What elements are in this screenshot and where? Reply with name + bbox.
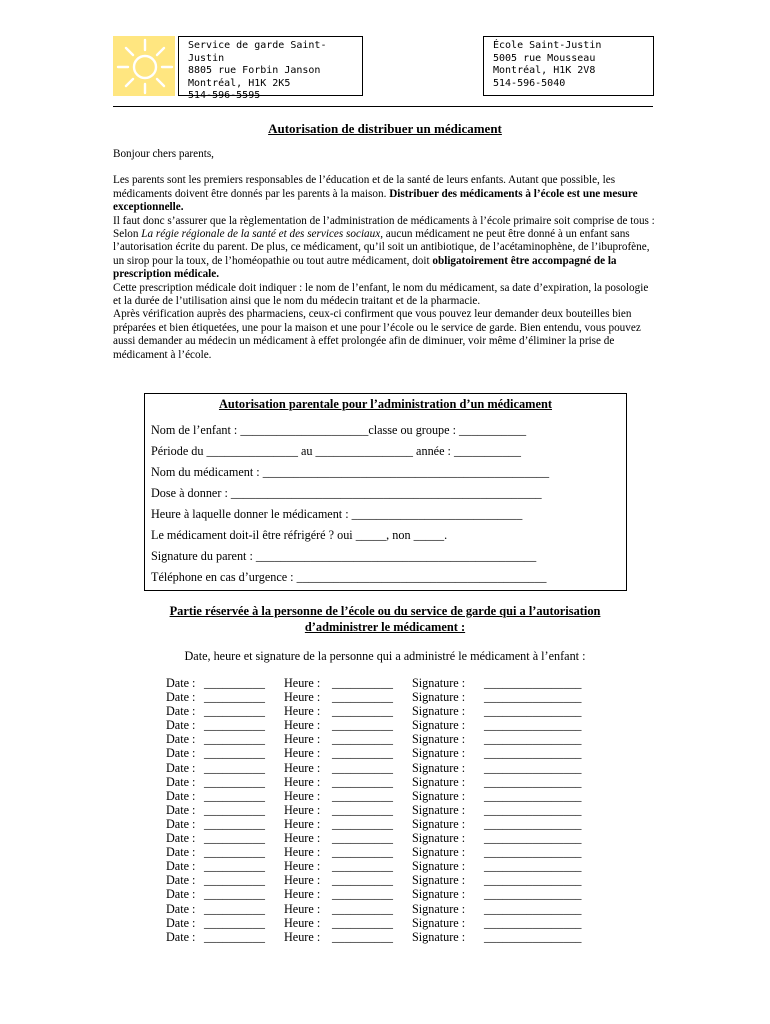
medication-name-field[interactable]: Nom du médicament : _______________________________________________ — [151, 465, 550, 479]
signature-blank[interactable]: ________________ — [484, 845, 582, 860]
signature-blank[interactable]: ________________ — [484, 802, 582, 817]
heure-blank[interactable]: __________ — [332, 887, 393, 902]
signature-blank[interactable]: ________________ — [484, 774, 582, 789]
log-row[interactable] — [166, 831, 626, 845]
signature-blank[interactable]: ________________ — [484, 915, 582, 930]
signature-label: Signature : — [412, 690, 466, 705]
date-blank[interactable]: __________ — [204, 887, 265, 902]
school-name: École Saint-Justin — [493, 40, 602, 51]
log-row[interactable] — [166, 704, 626, 718]
heure-label: Heure : — [284, 901, 321, 916]
date-blank[interactable]: __________ — [204, 831, 265, 846]
heure-label: Heure : — [284, 746, 321, 761]
heure-blank[interactable]: __________ — [332, 929, 393, 944]
greeting: Bonjour chers parents, — [113, 148, 214, 160]
signature-label: Signature : — [412, 788, 466, 803]
paragraph-text: Selon — [113, 228, 142, 241]
log-row[interactable] — [166, 887, 626, 901]
date-blank[interactable]: __________ — [204, 802, 265, 817]
daycare-address-box — [178, 36, 363, 101]
heure-label: Heure : — [284, 845, 321, 860]
date-label: Date : — [166, 746, 196, 761]
heure-label: Heure : — [284, 887, 321, 902]
paragraph-text: , aucun médicament ne peut être donné à un enfant sans l’autorisation écrite du parent. De plus, ce médicament, qu’il soit un antibiotique, de l’acétaminophène, de l’ibuprofène, un sirop pour la toux, de l’homéopathie ou tout autre médicament, doit — [113, 228, 650, 267]
heure-label: Heure : — [284, 704, 321, 719]
date-label: Date : — [166, 690, 196, 705]
signature-label: Signature : — [412, 901, 466, 916]
heure-blank[interactable]: __________ — [332, 774, 393, 789]
heure-blank[interactable]: __________ — [332, 831, 393, 846]
log-row[interactable] — [166, 930, 626, 944]
signature-blank[interactable]: ________________ — [484, 732, 582, 747]
paragraph-prescription: Cette prescription médicale doit indiquer : le nom de l’enfant, le nom du médicament, sa date d’expiration, la posologie et la durée de l’utilisation ainsi que le nom du médecin traitant et de la pharmacie. — [113, 281, 649, 308]
date-blank[interactable]: __________ — [204, 873, 265, 888]
heure-blank[interactable]: __________ — [332, 873, 393, 888]
administration-log — [166, 676, 626, 944]
heure-label: Heure : — [284, 831, 321, 846]
parental-authorization-form — [144, 393, 627, 591]
heure-label: Heure : — [284, 873, 321, 888]
signature-blank[interactable]: ________________ — [484, 831, 582, 846]
date-blank[interactable]: __________ — [204, 746, 265, 761]
school-phone: 514-596-5040 — [493, 77, 566, 89]
signature-label: Signature : — [412, 887, 466, 902]
heure-blank[interactable]: __________ — [332, 859, 393, 874]
emphasis-text: Distribuer des médicaments à l’école est une mesure exceptionnelle. — [113, 187, 638, 214]
signature-label: Signature : — [412, 859, 466, 874]
date-label: Date : — [166, 915, 196, 930]
date-label: Date : — [166, 676, 196, 690]
log-row[interactable] — [166, 732, 626, 746]
date-blank[interactable]: __________ — [204, 690, 265, 705]
date-label: Date : — [166, 704, 196, 719]
date-blank[interactable]: __________ — [204, 704, 265, 719]
signature-blank[interactable]: ________________ — [484, 718, 582, 733]
paragraph-agency — [113, 228, 658, 282]
date-blank[interactable]: __________ — [204, 732, 265, 747]
heure-blank[interactable]: __________ — [332, 845, 393, 860]
log-row[interactable] — [166, 718, 626, 732]
heure-label: Heure : — [284, 760, 321, 775]
header-separator — [113, 106, 653, 107]
date-label: Date : — [166, 859, 196, 874]
signature-label: Signature : — [412, 718, 466, 733]
date-blank[interactable]: __________ — [204, 774, 265, 789]
heure-blank[interactable]: __________ — [332, 690, 393, 705]
date-label: Date : — [166, 788, 196, 803]
log-row[interactable] — [166, 817, 626, 831]
daycare-city: Montréal, H1K 2K5 — [188, 77, 291, 89]
heure-label: Heure : — [284, 676, 321, 690]
heure-blank[interactable]: __________ — [332, 718, 393, 733]
date-blank[interactable]: __________ — [204, 760, 265, 775]
school-address-box — [483, 36, 654, 96]
date-blank[interactable]: __________ — [204, 718, 265, 733]
date-blank[interactable]: __________ — [204, 845, 265, 860]
date-label: Date : — [166, 873, 196, 888]
date-blank[interactable]: __________ — [204, 915, 265, 930]
log-row[interactable] — [166, 859, 626, 873]
date-label: Date : — [166, 831, 196, 846]
period-field[interactable]: Période du _______________ au ________________ année : ___________ — [151, 444, 521, 458]
daycare-phone: 514-596-5595 — [188, 90, 261, 101]
date-blank[interactable]: __________ — [204, 859, 265, 874]
date-label: Date : — [166, 901, 196, 916]
signature-blank[interactable]: ________________ — [484, 901, 582, 916]
date-blank[interactable]: __________ — [204, 816, 265, 831]
signature-label: Signature : — [412, 873, 466, 888]
heure-label: Heure : — [284, 915, 321, 930]
paragraph-pharmacy: Après vérification auprès des pharmaciens, ceux-ci confirment que vous pouvez leur demander deux bouteilles bien préparées et bien étiquetées, une pour la maison et une pour l’école ou le service de garde. Bien entendu, vous pouvez aussi demander au médecin un médicament à effet prolongée afin de diminuer, voir même d’éliminer la prise de médicament à l’école. — [113, 308, 641, 361]
log-row[interactable] — [166, 845, 626, 859]
date-label: Date : — [166, 845, 196, 860]
signature-label: Signature : — [412, 704, 466, 719]
heure-label: Heure : — [284, 690, 321, 705]
signature-label: Signature : — [412, 746, 466, 761]
paragraph-responsibility — [113, 174, 658, 214]
date-blank[interactable]: __________ — [204, 676, 265, 690]
school-section-intro: Date, heure et signature de la personne qui a administré le médicament à l’enfant : — [184, 649, 586, 663]
date-label: Date : — [166, 816, 196, 831]
heure-blank[interactable]: __________ — [332, 788, 393, 803]
heure-label: Heure : — [284, 788, 321, 803]
log-row[interactable] — [166, 761, 626, 775]
paragraph-text: Les parents sont les premiers responsables de l’éducation et de la santé de leurs enfants. Autant que possible, les médicaments doivent être donnés par les parents à la maison. — [113, 174, 616, 200]
signature-blank[interactable]: ________________ — [484, 859, 582, 874]
heure-blank[interactable]: __________ — [332, 816, 393, 831]
signature-blank[interactable]: ________________ — [484, 929, 582, 944]
heure-blank[interactable]: __________ — [332, 704, 393, 719]
heure-label: Heure : — [284, 774, 321, 789]
date-label: Date : — [166, 718, 196, 733]
emphasis-text: obligatoirement être accompagné de la prescription médicale. — [113, 254, 617, 281]
signature-label: Signature : — [412, 831, 466, 846]
document-title: Autorisation de distribuer un médicament — [268, 121, 502, 136]
heure-blank[interactable]: __________ — [332, 746, 393, 761]
school-section-title-line2: d’administrer le médicament : — [304, 619, 466, 634]
log-row[interactable] — [166, 916, 626, 930]
child-name-field[interactable]: Nom de l’enfant : _____________________classe ou groupe : ___________ — [151, 423, 527, 437]
log-row[interactable] — [166, 775, 626, 789]
signature-blank[interactable]: ________________ — [484, 760, 582, 775]
date-label: Date : — [166, 732, 196, 747]
school-street: 5005 rue Mousseau — [493, 52, 596, 64]
signature-blank[interactable]: ________________ — [484, 676, 582, 690]
refrigeration-field[interactable]: Le médicament doit-il être réfrigéré ? oui _____, non _____. — [151, 528, 448, 542]
signature-label: Signature : — [412, 929, 466, 944]
date-label: Date : — [166, 802, 196, 817]
date-label: Date : — [166, 760, 196, 775]
date-blank[interactable]: __________ — [204, 929, 265, 944]
heure-label: Heure : — [284, 859, 321, 874]
date-label: Date : — [166, 887, 196, 902]
log-row[interactable] — [166, 789, 626, 803]
signature-label: Signature : — [412, 845, 466, 860]
signature-label: Signature : — [412, 732, 466, 747]
form-title: Autorisation parentale pour l’administration d’un médicament — [218, 397, 553, 411]
heure-blank[interactable]: __________ — [332, 802, 393, 817]
log-row[interactable] — [166, 676, 626, 690]
date-label: Date : — [166, 929, 196, 944]
time-field[interactable]: Heure à laquelle donner le médicament : ____________________________ — [151, 507, 523, 521]
heure-blank[interactable]: __________ — [332, 676, 393, 690]
date-blank[interactable]: __________ — [204, 788, 265, 803]
log-row[interactable] — [166, 902, 626, 916]
signature-label: Signature : — [412, 774, 466, 789]
signature-blank[interactable]: ________________ — [484, 816, 582, 831]
heure-blank[interactable]: __________ — [332, 915, 393, 930]
signature-blank[interactable]: ________________ — [484, 746, 582, 761]
heure-label: Heure : — [284, 732, 321, 747]
signature-label: Signature : — [412, 915, 466, 930]
heure-label: Heure : — [284, 718, 321, 733]
daycare-street: 8805 rue Forbin Janson — [188, 65, 321, 76]
signature-label: Signature : — [412, 802, 466, 817]
heure-blank[interactable]: __________ — [332, 732, 393, 747]
signature-label: Signature : — [412, 676, 466, 690]
log-row[interactable] — [166, 803, 626, 817]
date-label: Date : — [166, 774, 196, 789]
school-section-title-line1: Partie réservée à la personne de l’école ou du service de garde qui a l’autorisation — [169, 604, 601, 618]
signature-blank[interactable]: ________________ — [484, 788, 582, 803]
signature-label: Signature : — [412, 816, 466, 831]
emergency-phone-field[interactable]: Téléphone en cas d’urgence : _________________________________________ — [151, 570, 547, 584]
letter-body — [113, 148, 658, 362]
heure-label: Heure : — [284, 802, 321, 817]
signature-label: Signature : — [412, 760, 466, 775]
signature-blank[interactable]: ________________ — [484, 887, 582, 902]
daycare-name: Service de garde Saint-Justin — [188, 40, 327, 64]
heure-blank[interactable]: __________ — [332, 760, 393, 775]
log-row[interactable] — [166, 746, 626, 760]
agency-name: La régie régionale de la santé et des services sociaux — [141, 228, 381, 241]
date-blank[interactable]: __________ — [204, 901, 265, 916]
parent-signature-field[interactable]: Signature du parent : ______________________________________________ — [151, 549, 537, 563]
heure-label: Heure : — [284, 929, 321, 944]
school-section-title — [0, 604, 770, 635]
heure-blank[interactable]: __________ — [332, 901, 393, 916]
signature-blank[interactable]: ________________ — [484, 690, 582, 705]
log-row[interactable] — [166, 873, 626, 887]
school-city: Montréal, H1K 2V8 — [493, 65, 596, 76]
paragraph-regulation: Il faut donc s’assurer que la règlementation de l’administration de médicaments à l’école primaire soit comprise de tous : — [113, 214, 655, 227]
sun-icon — [113, 36, 175, 96]
log-row[interactable] — [166, 690, 626, 704]
signature-blank[interactable]: ________________ — [484, 873, 582, 888]
heure-label: Heure : — [284, 816, 321, 831]
dose-field[interactable]: Dose à donner : ___________________________________________________ — [151, 486, 542, 500]
sun-logo — [113, 36, 175, 96]
signature-blank[interactable]: ________________ — [484, 704, 582, 719]
